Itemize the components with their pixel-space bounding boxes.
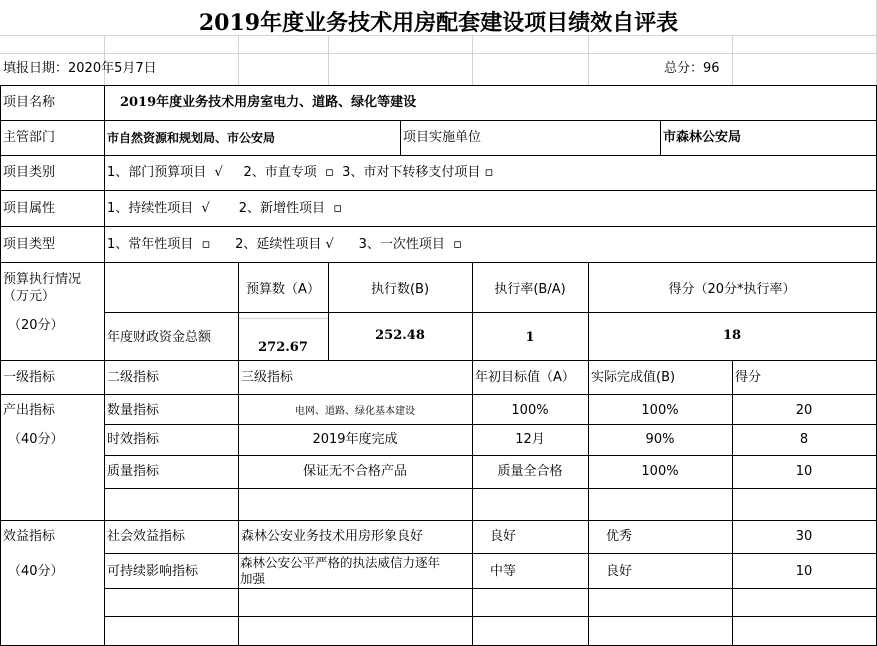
table-row-level3: 2019年度完成 xyxy=(312,432,398,447)
table-row-target: 质量全合格 xyxy=(497,464,563,479)
row-divider xyxy=(104,312,877,313)
attribute-label: 项目属性 xyxy=(3,201,56,216)
table-row-level3-cont: 加强 xyxy=(240,571,266,586)
row-divider xyxy=(0,360,877,361)
type-value: 1、常年性项目 ▫ 2、延续性项目 √ 3、一次性项目 ▫ xyxy=(107,237,462,252)
benefit-score-label: （40分） xyxy=(8,564,64,579)
table-row-target: 良好 xyxy=(490,529,517,544)
fiscal-total-label: 年度财政资金总额 xyxy=(107,330,212,345)
row-divider xyxy=(0,190,877,191)
dept-label: 主管部门 xyxy=(3,130,56,145)
type-label: 项目类型 xyxy=(3,237,56,252)
col-rate-header: 执行率(B/A) xyxy=(494,282,566,297)
row-divider xyxy=(0,226,877,227)
table-row-score: 30 xyxy=(795,529,813,544)
table-border xyxy=(0,85,877,86)
col-score-header: 得分（20分*执行率） xyxy=(668,282,796,297)
col-divider xyxy=(660,120,661,155)
table-row-level3: 森林公安业务技术用房形象良好 xyxy=(241,529,424,544)
table-row-level3: 电网、道路、绿化基本建设 xyxy=(295,406,415,417)
table-row-score: 10 xyxy=(795,564,813,579)
row-divider xyxy=(0,262,877,263)
gridline xyxy=(238,35,239,85)
level2-header: 二级指标 xyxy=(107,370,160,385)
table-row-level2: 社会效益指标 xyxy=(107,529,186,544)
col-divider xyxy=(238,360,239,646)
gridline xyxy=(0,53,877,54)
output-label: 产出指标 xyxy=(3,403,56,418)
table-row-actual: 良好 xyxy=(606,564,633,579)
score-header: 得分 xyxy=(735,370,762,385)
table-row-level2: 数量指标 xyxy=(107,403,160,418)
project-name-value: 2019年度业务技术用房室电力、道路、绿化等建设 xyxy=(120,95,417,110)
row-divider xyxy=(104,616,877,617)
row-divider xyxy=(104,488,877,489)
gridline xyxy=(732,35,733,85)
table-row-level2: 时效指标 xyxy=(107,432,160,447)
col-exec-header: 执行数(B) xyxy=(370,282,430,297)
row-divider xyxy=(104,588,877,589)
col-divider xyxy=(328,262,329,360)
benefit-label: 效益指标 xyxy=(3,529,56,544)
project-name-label: 项目名称 xyxy=(3,95,56,110)
row-divider xyxy=(0,520,877,521)
row-divider xyxy=(104,455,877,456)
col-divider xyxy=(588,262,589,360)
budget-label: 预算执行情况 xyxy=(3,272,82,287)
category-value: 1、部门预算项目 √ 2、市直专项 ▫ 3、市对下转移支付项目 ▫ xyxy=(107,165,494,180)
table-row-actual: 100% xyxy=(641,464,679,479)
output-score-label: （40分） xyxy=(8,432,64,447)
col-budget-header: 预算数（A） xyxy=(246,282,320,297)
gridline xyxy=(328,35,329,85)
budget-score-value: 18 xyxy=(722,328,742,343)
table-row-level3: 保证无不合格产品 xyxy=(302,464,407,479)
table-row-actual: 90% xyxy=(645,432,675,447)
gridline xyxy=(472,35,473,85)
target-header: 年初目标值（A） xyxy=(475,370,575,385)
table-border xyxy=(0,85,1,646)
budget-score-label: （20分） xyxy=(8,318,64,333)
table-row-level2: 可持续影响指标 xyxy=(107,564,199,579)
table-row-score: 10 xyxy=(795,464,813,479)
row-divider xyxy=(104,553,877,554)
exec-value: 252.48 xyxy=(375,328,425,343)
table-row-target: 100% xyxy=(511,403,549,418)
table-row-actual: 100% xyxy=(641,403,679,418)
dept-value: 市自然资源和规划局、市公安局 xyxy=(107,131,276,145)
table-row-level3: 森林公安公平严格的执法威信力逐年 xyxy=(240,555,441,570)
category-label: 项目类别 xyxy=(3,165,56,180)
row-divider xyxy=(0,120,877,121)
impl-unit-label: 项目实施单位 xyxy=(403,130,482,145)
table-row-actual: 优秀 xyxy=(606,529,633,544)
gridline xyxy=(588,35,589,85)
table-row-level2: 质量指标 xyxy=(107,464,160,479)
row-divider xyxy=(0,394,877,395)
table-row-target: 12月 xyxy=(515,432,545,447)
col-divider xyxy=(400,120,401,155)
table-row-score: 20 xyxy=(795,403,813,418)
gridline xyxy=(104,35,105,85)
row-divider xyxy=(0,155,877,156)
level1-header: 一级指标 xyxy=(3,370,56,385)
gridline xyxy=(238,318,328,319)
col-divider xyxy=(104,85,105,646)
attribute-value: 1、持续性项目 √ 2、新增性项目 ▫ xyxy=(107,201,343,216)
rate-value: 1 xyxy=(525,330,535,345)
sheet-title: 2019年度业务技术用房配套建设项目绩效自评表 xyxy=(198,10,679,36)
table-row-target: 中等 xyxy=(490,564,517,579)
actual-header: 实际完成值(B) xyxy=(591,370,676,385)
budget-value: 272.67 xyxy=(258,340,308,355)
fill-date: 填报日期：2020年5月7日 xyxy=(3,61,157,76)
impl-unit-value: 市森林公安局 xyxy=(663,130,742,145)
level3-header: 三级指标 xyxy=(241,370,294,385)
total-score: 总分：96 xyxy=(664,61,720,76)
table-row-score: 8 xyxy=(799,432,809,447)
row-divider xyxy=(104,424,877,425)
budget-unit: （万元） xyxy=(3,289,56,304)
